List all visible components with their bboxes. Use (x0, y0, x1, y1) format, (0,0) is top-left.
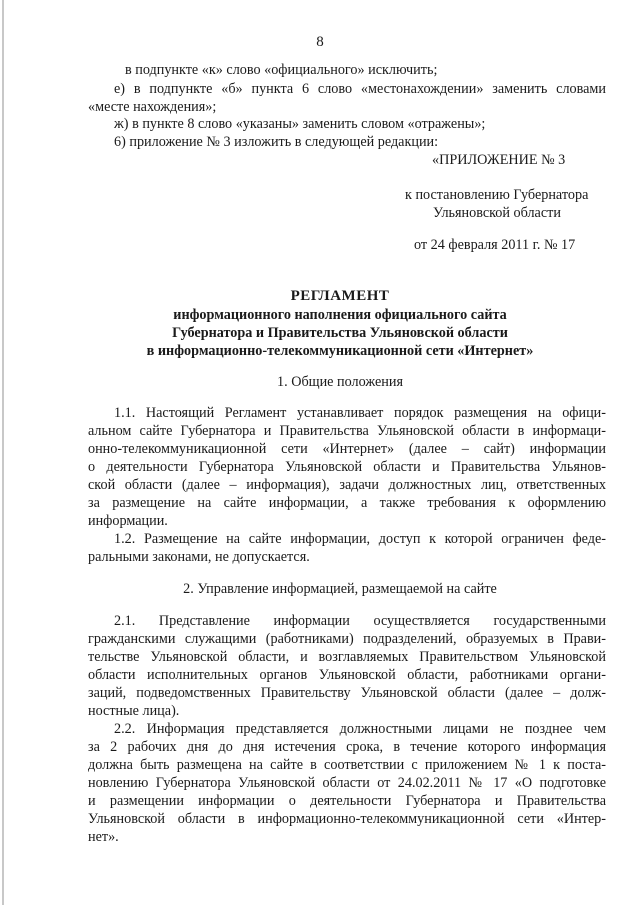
scan-edge (2, 0, 4, 905)
paragraph-line: новлению Губернатора Ульяновской области от 24.02.2011 № 17 «О подготовке (88, 775, 606, 791)
appendix-to-line-1: к постановлению Губернатора (405, 187, 589, 203)
regulation-title: РЕГЛАМЕНТ (290, 288, 390, 304)
paragraph-line: 1.2. Размещение на сайте информации, доступ к которой ограничен феде- (114, 531, 606, 547)
paragraph-line: и размещении информации о деятельности Губернатора и Правительства (88, 793, 606, 809)
paragraph-line: 2.1. Представление информации осуществляется государственными (114, 613, 606, 629)
amendment-e-line-2: «месте нахождения»; (88, 99, 217, 115)
appendix-date: от 24 февраля 2011 г. № 17 (414, 237, 576, 253)
amendment-6: 6) приложение № 3 изложить в следующей редакции: (114, 134, 439, 150)
paragraph-line: 1.1. Настоящий Регламент устанавливает порядок размещения на офици- (114, 405, 606, 421)
amendment-zh: ж) в пункте 8 слово «указаны» заменить словом «отражены»; (114, 116, 486, 132)
page-number: 8 (316, 34, 324, 50)
regulation-subtitle-1: информационного наполнения официального сайта (173, 307, 507, 323)
paragraph-line: о деятельности Губернатора Ульяновской области и Правительства Ульянов- (88, 459, 606, 475)
paragraph-line: онно-телекоммуникационной сети «Интернет» (далее – сайт) информации (88, 441, 606, 457)
paragraph-line: альном сайте Губернатора и Правительства Ульяновской области в информаци- (88, 423, 606, 439)
paragraph-line: за 2 рабочих дня до дня истечения срока, в течение которого информация (88, 739, 606, 755)
paragraph-line: за размещение на сайте информации, а также требования к оформлению (88, 495, 606, 511)
section-1-heading: 1. Общие положения (277, 374, 403, 390)
paragraph-line: области исполнительных органов Ульяновской области, работниками органи- (88, 667, 606, 683)
paragraph-line: информации. (88, 513, 168, 529)
section-2-heading: 2. Управление информацией, размещаемой на сайте (183, 581, 497, 597)
paragraph-line: 2.2. Информация представляется должностными лицами не позднее чем (114, 721, 606, 737)
regulation-subtitle-2: Губернатора и Правительства Ульяновской области (172, 325, 508, 341)
regulation-subtitle-3: в информационно-телекоммуникационной сети «Интернет» (146, 343, 534, 359)
paragraph-line: нет». (88, 829, 119, 845)
paragraph-line: заций, подведомственных Правительству Ульяновской области (далее – долж- (88, 685, 606, 701)
paragraph-line: гражданскими служащими (работниками) подразделений, образуемых в Прави- (88, 631, 606, 647)
amendment-e-line-1: е) в подпункте «б» пункта 6 слово «местонахождении» заменить словами (114, 81, 606, 97)
paragraph-line: ральными законами, не допускается. (88, 549, 310, 565)
paragraph-line: Ульяновской области в информационно-телекоммуникационной сети «Интер- (88, 811, 606, 827)
appendix-label: «ПРИЛОЖЕНИЕ № 3 (432, 152, 566, 168)
appendix-to-line-2: Ульяновской области (433, 205, 561, 221)
paragraph-line: должна быть размещена на сайте в соответствии с приложением № 1 к поста- (88, 757, 606, 773)
paragraph-line: ской области (далее – информация), задачи должностных лиц, ответственных (88, 477, 606, 493)
paragraph-line: тельстве Ульяновской области, и возглавляемых Правительством Ульяновской (88, 649, 606, 665)
paragraph-line: ностные лица). (88, 703, 180, 719)
amendment-k: в подпункте «к» слово «официального» исключить; (125, 62, 438, 78)
